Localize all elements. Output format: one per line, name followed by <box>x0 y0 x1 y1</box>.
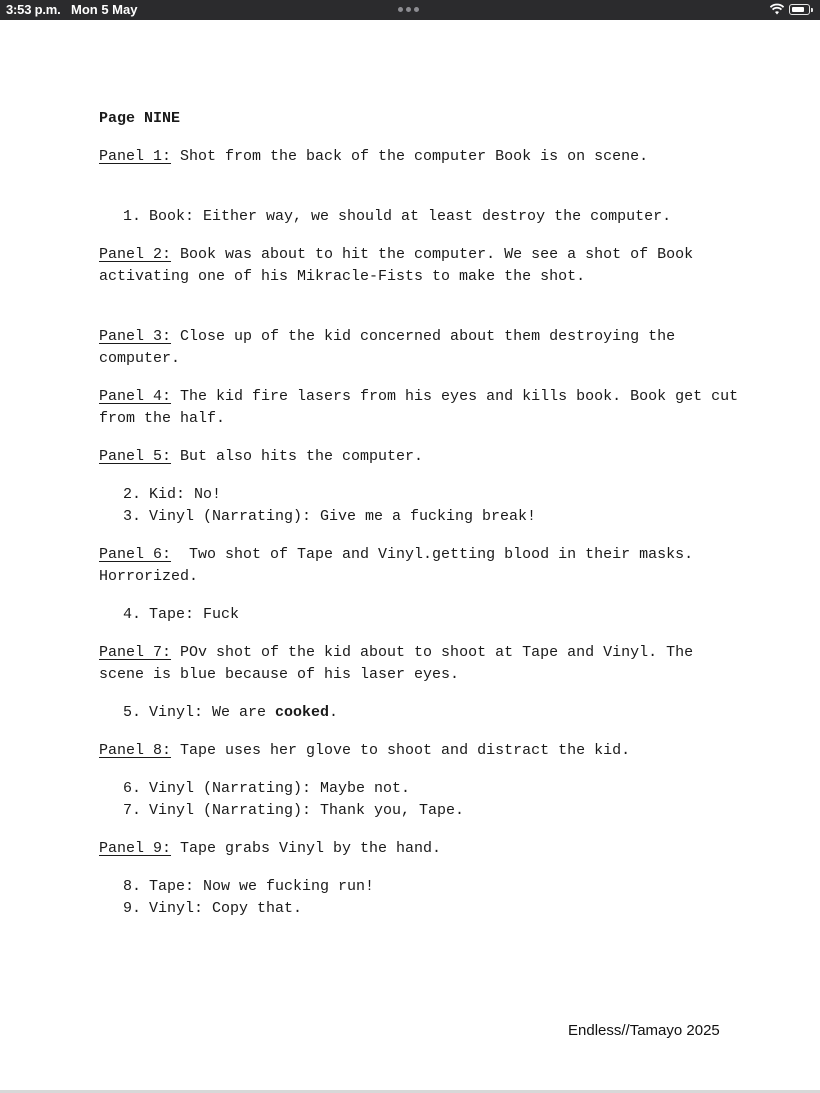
panel-5 <box>99 446 739 468</box>
multitasking-dots-icon[interactable] <box>398 7 419 12</box>
dialogue-list <box>99 206 739 228</box>
panel-6 <box>99 544 739 588</box>
panel-label: Panel 1: <box>99 148 172 165</box>
wifi-icon <box>770 3 784 15</box>
line-number: 3. <box>123 508 142 525</box>
panel-description: The kid fire lasers from his eyes and kills book. Book get cut from the half. <box>99 388 739 427</box>
panel-4 <box>99 386 739 430</box>
panel-3 <box>99 326 739 370</box>
panel-description: Book was about to hit the computer. We see a shot of Book activating one of his Mikracle-Fists to make the shot. <box>99 246 694 285</box>
panel-9 <box>99 838 739 860</box>
line-text: Vinyl (Narrating): Thank you, Tape. <box>149 802 465 819</box>
panel-description: Tape uses her glove to shoot and distract the kid. <box>171 742 631 759</box>
status-bar <box>0 0 820 20</box>
panel-label: Panel 9: <box>99 840 172 857</box>
dialogue-line <box>99 778 739 800</box>
line-number: 9. <box>123 900 142 917</box>
status-time: 3:53 p.m. <box>6 2 61 17</box>
line-text-before: Vinyl: We are <box>149 704 276 721</box>
panel-1 <box>99 146 739 168</box>
line-text: Book: Either way, we should at least destroy the computer. <box>149 208 672 225</box>
line-number: 6. <box>123 780 142 797</box>
dialogue-line <box>99 800 739 822</box>
dialogue-line <box>99 484 739 506</box>
footer-credit: Endless//Tamayo 2025 <box>568 1022 720 1039</box>
status-date: Mon 5 May <box>71 2 138 17</box>
line-text: Vinyl (Narrating): Maybe not. <box>149 780 411 797</box>
dialogue-line <box>99 898 739 920</box>
line-text: Vinyl: Copy that. <box>149 900 303 917</box>
panel-8 <box>99 740 739 762</box>
line-text-after: . <box>329 704 339 721</box>
dialogue-line <box>99 206 739 228</box>
line-number: 4. <box>123 606 142 623</box>
script-page <box>99 108 739 936</box>
dialogue-list <box>99 604 739 626</box>
line-text: Vinyl (Narrating): Give me a fucking break! <box>149 508 537 525</box>
panel-label: Panel 3: <box>99 328 172 345</box>
panel-description: But also hits the computer. <box>171 448 424 465</box>
dialogue-line <box>99 876 739 898</box>
panel-label: Panel 4: <box>99 388 172 405</box>
panel-label: Panel 6: <box>99 546 172 563</box>
dialogue-list <box>99 778 739 822</box>
panel-label: Panel 5: <box>99 448 172 465</box>
line-number: 1. <box>123 208 142 225</box>
dialogue-line <box>99 506 739 528</box>
panel-label: Panel 7: <box>99 644 172 661</box>
panel-7 <box>99 642 739 686</box>
panel-label: Panel 2: <box>99 246 172 263</box>
dialogue-list <box>99 876 739 920</box>
line-text: Tape: Now we fucking run! <box>149 878 375 895</box>
panel-description: Tape grabs Vinyl by the hand. <box>171 840 442 857</box>
line-number: 7. <box>123 802 142 819</box>
panel-description: Close up of the kid concerned about them destroying the computer. <box>99 328 676 367</box>
line-number: 2. <box>123 486 142 503</box>
panel-description: Shot from the back of the computer Book is on scene. <box>171 148 649 165</box>
panel-description: POv shot of the kid about to shoot at Tape and Vinyl. The scene is blue because of his laser eyes. <box>99 644 694 683</box>
dialogue-list <box>99 702 739 724</box>
line-number: 5. <box>123 704 142 721</box>
dialogue-line <box>99 604 739 626</box>
line-number: 8. <box>123 878 142 895</box>
panel-2 <box>99 244 739 288</box>
battery-icon <box>789 4 810 15</box>
line-text-bold: cooked <box>275 704 330 721</box>
dialogue-line <box>99 702 739 724</box>
page-title: Page NINE <box>99 110 181 127</box>
line-text: Kid: No! <box>149 486 222 503</box>
panel-description: Two shot of Tape and Vinyl.getting blood in their masks. Horrorized. <box>99 546 703 585</box>
line-text: Tape: Fuck <box>149 606 240 623</box>
dialogue-list <box>99 484 739 528</box>
panel-label: Panel 8: <box>99 742 172 759</box>
